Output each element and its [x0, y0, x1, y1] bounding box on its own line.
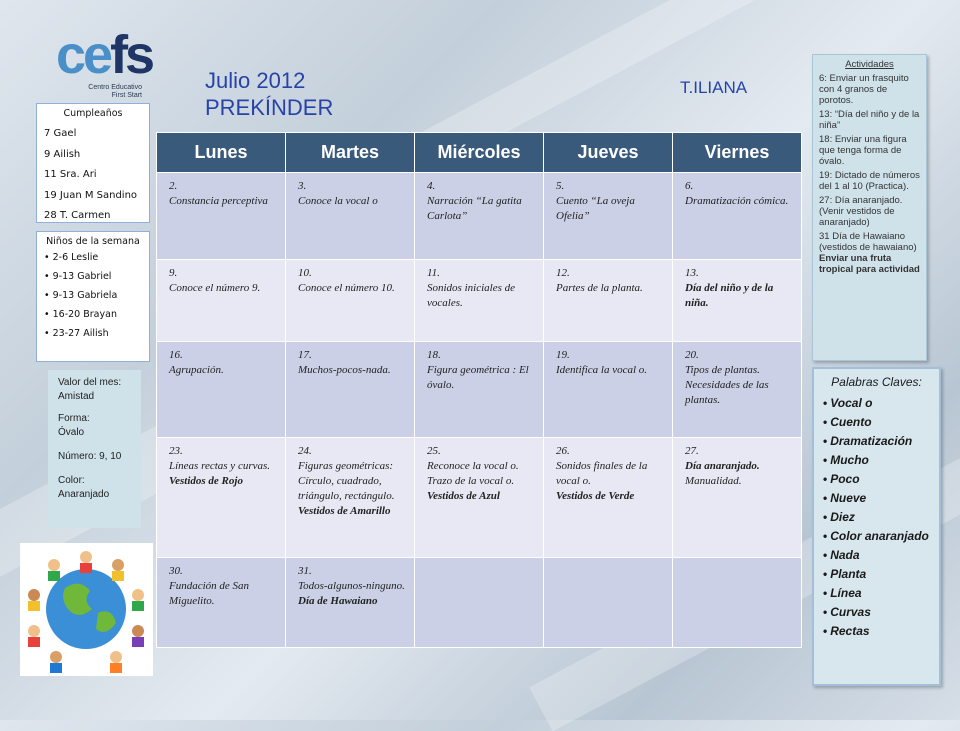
calendar-day-activity: Fundación de San Miguelito.	[169, 579, 250, 607]
calendar-day-cell	[286, 259, 415, 341]
calendar-day-cell	[415, 341, 544, 437]
kids-of-week-title: Niños de la semana	[46, 236, 140, 247]
calendar-day-cell	[286, 341, 415, 437]
color-text: Anaranjado	[58, 489, 110, 500]
calendar-day-number: 25.	[427, 444, 441, 457]
calendar-day-number: 18.	[427, 348, 441, 361]
calendar-day-activity: Identifica la vocal o.	[556, 363, 648, 376]
calendar-header-row	[157, 133, 802, 173]
page-title	[205, 67, 333, 121]
calendar-day-activity: Día anaranjado.	[685, 459, 760, 472]
calendar-day-number: 20.	[685, 348, 699, 361]
calendar-day-number: 24.	[298, 444, 312, 457]
monthly-calendar	[156, 132, 802, 648]
kid-item-text: 23-27 Ailish	[52, 328, 109, 339]
kid-item: • 9-13 Gabriel	[44, 271, 112, 282]
calendar-day-number: 17.	[298, 348, 312, 361]
keyword-item: • Curvas	[823, 605, 939, 619]
kid-item: • 16-20 Brayan	[44, 309, 117, 320]
calendar-day-cell	[544, 259, 673, 341]
calendar-day-activity: Tipos de plantas. Necesidades de las plantas.	[685, 363, 769, 406]
birthday-item: 7 Gael	[44, 128, 77, 139]
value-text: Amistad	[58, 391, 95, 402]
calendar-day-activity: Vestidos de Azul	[427, 489, 500, 502]
calendar-day-activity: Figuras geométricas: Círculo, cuadrado, triángulo, rectángulo.	[298, 459, 395, 502]
logo-subtitle: Centro Educativo First Start	[88, 84, 142, 99]
day-header-wednesday: Miércoles	[415, 133, 544, 173]
calendar-day-activity: Cuento “La oveja Ofelia”	[556, 195, 635, 222]
calendar-day-activity: Día de Hawaiano	[298, 594, 378, 607]
color-label: Color:	[58, 475, 85, 486]
kid-item: • 23-27 Ailish	[44, 328, 109, 339]
keyword-item: • Poco	[823, 472, 939, 486]
calendar-day-activity: Conoce el número 9.	[169, 281, 261, 294]
calendar-day-activity: Constancia perceptiva	[169, 195, 268, 207]
activity-item: 13: “Día del niño y de la niña”	[819, 109, 920, 131]
shape-label: Forma:	[58, 413, 90, 424]
calendar-day-number: 11.	[427, 266, 440, 279]
activity-note: Enviar una fruta tropical para actividad	[819, 253, 920, 275]
calendar-day-cell	[157, 173, 286, 260]
birthdays-title: Cumpleaños	[63, 108, 123, 119]
calendar-day-activity: Dramatización cómica.	[685, 195, 789, 207]
calendar-day-number: 19.	[556, 348, 570, 361]
calendar-day-number: 5.	[556, 180, 565, 192]
calendar-day-activity: Día del niño y de la niña.	[685, 281, 774, 309]
calendar-day-cell	[286, 437, 415, 557]
school-logo	[56, 25, 153, 102]
calendar-day-cell	[286, 557, 415, 647]
calendar-week-row	[157, 259, 802, 341]
calendar-day-cell	[544, 173, 673, 260]
calendar-week-row	[157, 437, 802, 557]
calendar-day-number: 4.	[427, 180, 436, 192]
keywords-list	[814, 396, 939, 638]
calendar-day-activity: Manualidad.	[685, 474, 742, 487]
calendar-day-activity: Muchos-pocos-nada.	[298, 363, 391, 376]
calendar-day-activity: Vestidos de Amarillo	[298, 504, 391, 517]
logo-fs: fs	[110, 25, 153, 85]
calendar-day-activity: Agrupación.	[169, 363, 224, 376]
calendar-day-number: 9.	[169, 266, 178, 279]
calendar-day-cell	[157, 557, 286, 647]
keywords-box	[812, 367, 941, 686]
calendar-day-number: 26.	[556, 444, 570, 457]
calendar-day-number: 16.	[169, 348, 183, 361]
day-header-friday: Viernes	[673, 133, 802, 173]
calendar-week-row	[157, 557, 802, 647]
kid-item-text: 2-6 Leslie	[52, 252, 99, 263]
activities-title: Actividades	[845, 59, 894, 70]
kid-item-text: 9-13 Gabriela	[52, 290, 118, 301]
calendar-week-row	[157, 173, 802, 260]
calendar-day-cell	[157, 341, 286, 437]
calendar-day-cell	[544, 341, 673, 437]
calendar-day-number: 13.	[685, 266, 699, 279]
calendar-week-row	[157, 341, 802, 437]
globe-children-illustration	[20, 543, 153, 676]
calendar-day-cell	[673, 557, 802, 647]
calendar-day-number: 3.	[298, 180, 307, 192]
number-label: Número: 9, 10	[58, 451, 122, 462]
keyword-item: • Nueve	[823, 491, 939, 505]
value-label: Valor del mes:	[58, 377, 122, 388]
shape-text: Óvalo	[58, 427, 85, 438]
calendar-day-number: 27.	[685, 444, 699, 457]
calendar-day-activity: Conoce la vocal o	[298, 195, 378, 207]
calendar-day-cell	[157, 437, 286, 557]
birthday-item: 9 Ailish	[44, 148, 81, 160]
activities-box	[812, 54, 927, 361]
day-header-tuesday: Martes	[286, 133, 415, 173]
keyword-item: • Dramatización	[823, 434, 939, 448]
month-title: Julio 2012	[205, 68, 306, 93]
teacher-name: T.ILIANA	[680, 78, 748, 97]
calendar-day-activity: Sonidos finales de la vocal o.	[556, 459, 648, 487]
kid-item: • 2-6 Leslie	[44, 252, 99, 263]
calendar-day-activity: Todos-algunos-ninguno.	[298, 579, 405, 592]
calendar-day-activity: Conoce el número 10.	[298, 281, 395, 294]
calendar-day-cell	[544, 557, 673, 647]
calendar-day-cell	[415, 437, 544, 557]
activity-item: 27: Día anaranjado. (Venir vestidos de anaranjado)	[819, 195, 903, 228]
calendar-day-activity: Vestidos de Rojo	[169, 474, 243, 487]
day-header-thursday: Jueves	[544, 133, 673, 173]
calendar-day-cell	[673, 259, 802, 341]
logo-wordmark	[56, 25, 153, 85]
calendar-day-activity: Narración “La gatita Carlota”	[427, 195, 522, 222]
calendar-day-cell	[673, 437, 802, 557]
keyword-item: • Mucho	[823, 453, 939, 467]
calendar-day-cell	[415, 557, 544, 647]
keyword-item: • Nada	[823, 548, 939, 562]
keyword-item: • Planta	[823, 567, 939, 581]
keyword-item: • Rectas	[823, 624, 939, 638]
calendar-day-activity: Líneas rectas y curvas.	[169, 459, 271, 472]
monthly-info-box	[48, 370, 141, 528]
calendar-day-cell	[415, 259, 544, 341]
calendar-day-cell	[415, 173, 544, 260]
kid-item-text: 9-13 Gabriel	[52, 271, 112, 282]
calendar-day-number: 10.	[298, 266, 312, 279]
calendar-day-number: 31.	[298, 564, 312, 577]
activity-item: 18: Enviar una figura que tenga forma de óvalo.	[819, 134, 907, 167]
kids-of-week-box	[36, 231, 150, 362]
calendar-day-activity: Sonidos iniciales de vocales.	[427, 281, 515, 309]
activity-item: 6: Enviar un frasquito con 4 granos de porotos.	[819, 73, 909, 106]
keyword-item: • Diez	[823, 510, 939, 524]
calendar-day-cell	[544, 437, 673, 557]
keyword-item: • Vocal o	[823, 396, 939, 410]
birthdays-box	[36, 103, 150, 223]
calendar-day-cell	[673, 173, 802, 260]
calendar-day-cell	[286, 173, 415, 260]
keyword-item: • Color anaranjado	[823, 529, 939, 543]
activity-item: 19: Dictado de números del 1 al 10 (Practica).	[819, 170, 920, 192]
keyword-item: • Línea	[823, 586, 939, 600]
calendar-day-cell	[157, 259, 286, 341]
calendar-day-number: 2.	[169, 180, 178, 192]
calendar-day-activity: Reconoce la vocal o. Trazo de la vocal o.	[427, 459, 519, 487]
calendar-day-activity: Figura geométrica : El óvalo.	[427, 363, 529, 391]
calendar-day-activity: Vestidos de Verde	[556, 489, 635, 502]
day-header-monday: Lunes	[157, 133, 286, 173]
calendar-day-number: 30.	[169, 564, 183, 577]
kid-item-text: 16-20 Brayan	[52, 309, 117, 320]
kid-item: • 9-13 Gabriela	[44, 290, 118, 301]
logo-ce: ce	[56, 25, 111, 85]
calendar-day-number: 12.	[556, 266, 570, 279]
birthday-item: 11 Sra. Ari	[44, 169, 97, 180]
calendar-day-number: 23.	[169, 444, 183, 457]
calendar-day-cell	[673, 341, 802, 437]
calendar-day-number: 6.	[685, 180, 694, 192]
keywords-title: Palabras Claves:	[831, 375, 922, 389]
birthday-item: 28 T. Carmen	[44, 210, 111, 221]
grade-title: PREKÍNDER	[205, 95, 334, 120]
birthday-item: 19 Juan M Sandino	[44, 189, 138, 201]
keyword-item: • Cuento	[823, 415, 939, 429]
calendar-day-activity: Partes de la planta.	[556, 281, 643, 294]
activity-item: 31 Día de Hawaiano (vestidos de hawaiano)	[819, 231, 917, 253]
